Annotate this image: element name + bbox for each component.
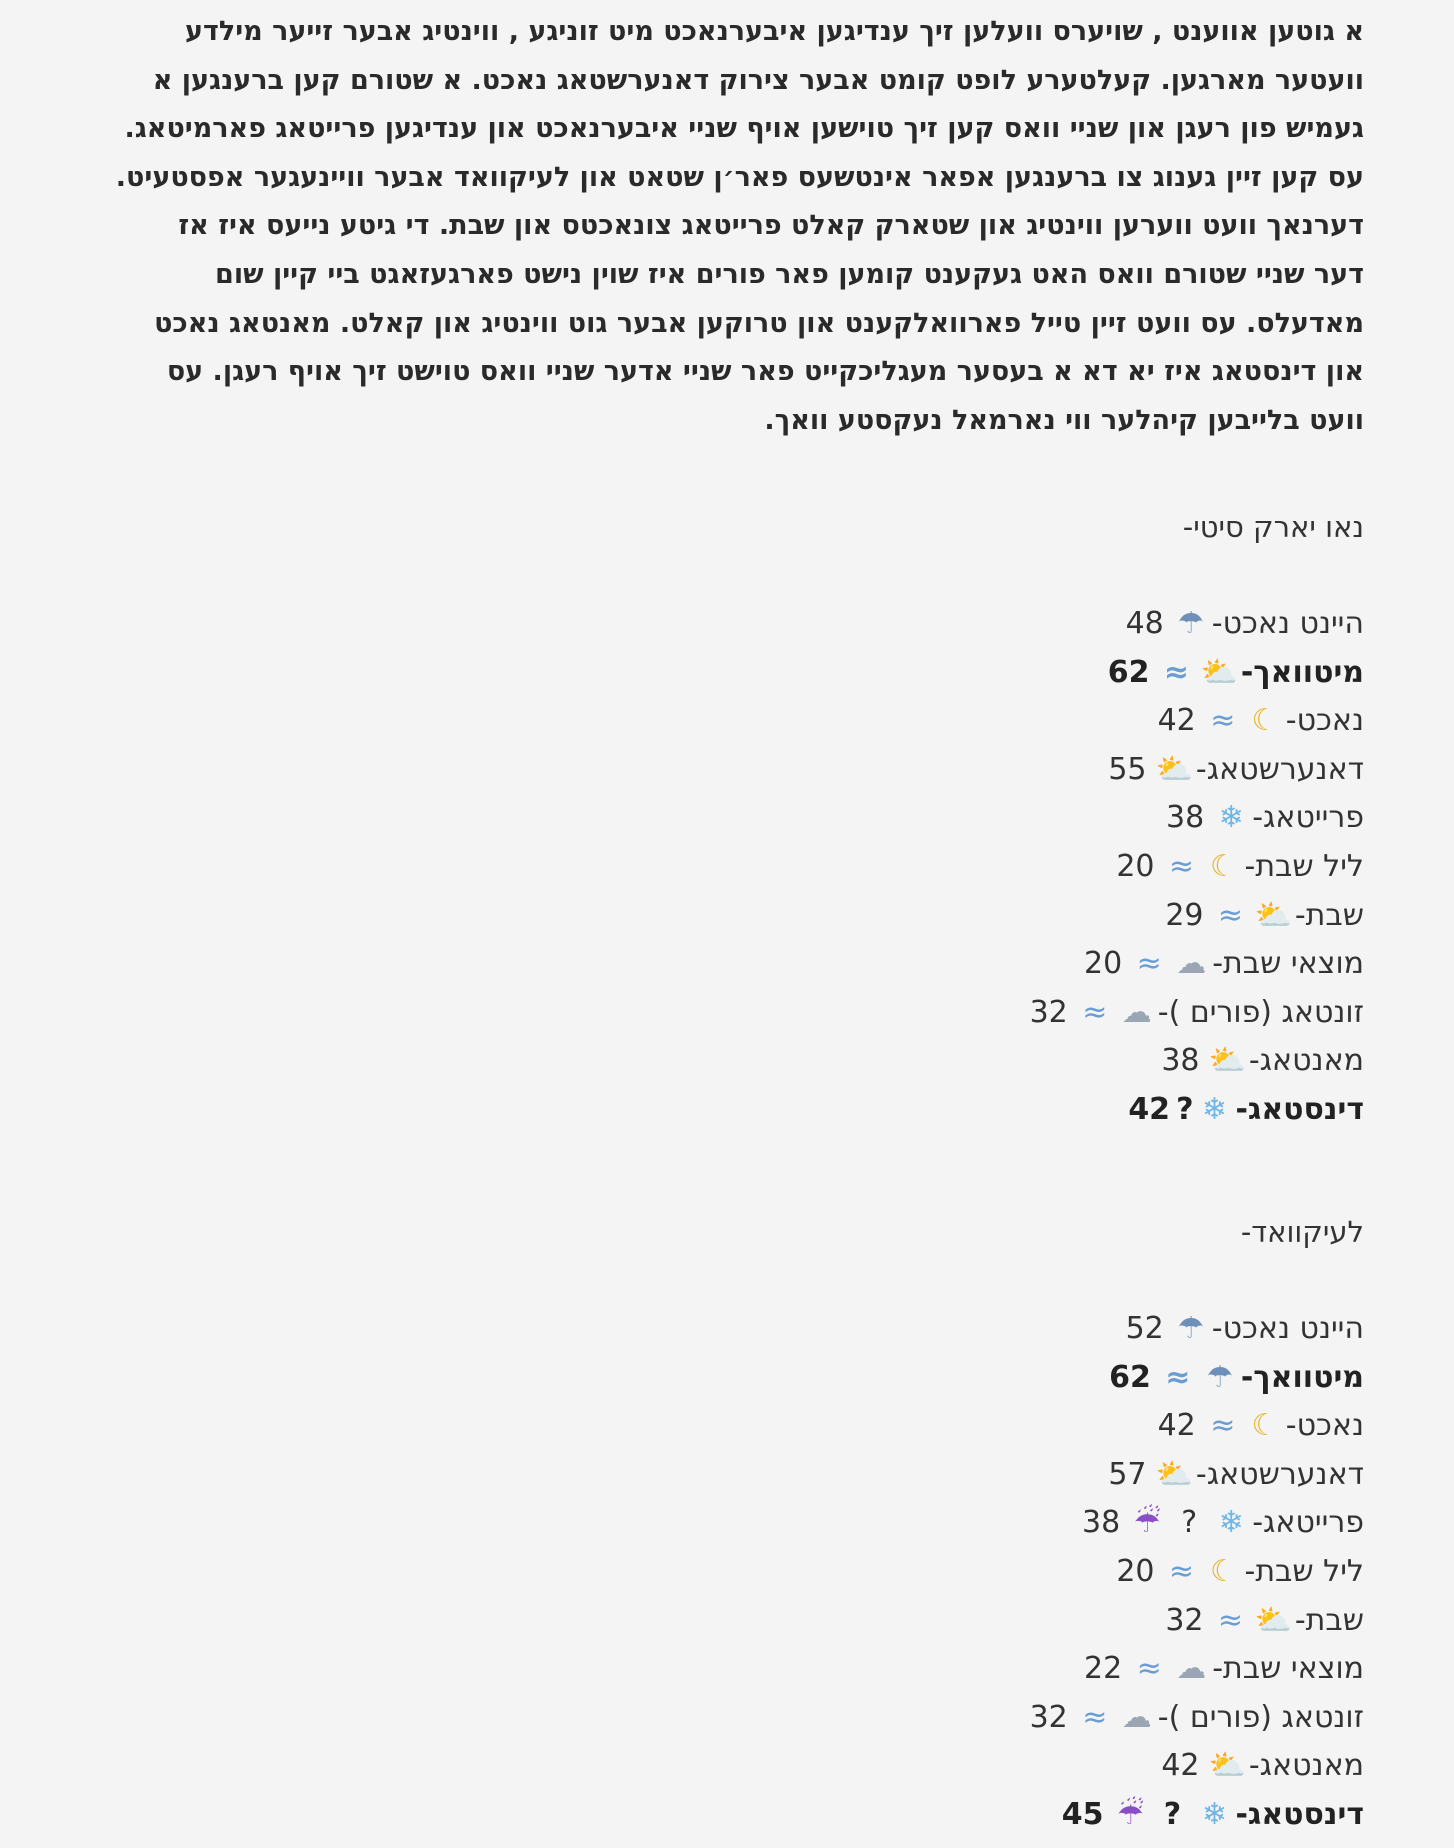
- day-label: מיטוואך-: [1240, 654, 1364, 690]
- temperature: 48: [1125, 605, 1164, 641]
- wind-icon: ≈: [1217, 897, 1244, 933]
- wind-icon: ≈: [1082, 994, 1108, 1030]
- forecast-row: [40, 1694, 1364, 1743]
- temperature: 52: [1125, 1311, 1164, 1347]
- rain-cloud-icon: ☂: [1177, 605, 1205, 641]
- sun-cloud-icon: ⛅: [1208, 1748, 1246, 1784]
- forecast-row: [40, 1402, 1364, 1451]
- section-title: נאו יארק סיטי-: [1182, 510, 1364, 545]
- rain-cloud-icon: ☂: [1177, 1311, 1205, 1347]
- section-nyc: [40, 503, 1364, 1134]
- forecast-row: [40, 1499, 1364, 1548]
- intro-line: א גוטען אווענט , שויערס וועלען זיך ענדיגען איבערנאכט מיט זוניגע , ווינטיג אבער זייער מילדע: [185, 16, 1364, 47]
- wind-icon: ≈: [1168, 848, 1195, 884]
- sun-cloud-icon: ⛅: [1208, 1043, 1246, 1079]
- forecast-row: [40, 1451, 1364, 1500]
- temperature: 42: [1161, 1748, 1200, 1784]
- intro-line: וועט בלייבען קיהלער ווי נארמאל נעקסטע וואך.: [764, 404, 1364, 436]
- intro-line: און דינסטאג איז יא דא א בעסער מעגליכקייט פאר שניי אדער שניי וואס טוישט זיך אויף רעגן. עס: [166, 356, 1364, 388]
- forecast-row: [40, 697, 1364, 746]
- day-label: מאנטאג-: [1248, 1748, 1364, 1784]
- forecast-row: [40, 649, 1364, 698]
- forecast-row: [40, 1645, 1364, 1694]
- wind-icon: ≈: [1136, 1651, 1162, 1687]
- day-label: פרייטאג-: [1252, 800, 1364, 836]
- day-label: היינט נאכט-: [1211, 1311, 1364, 1347]
- day-label: דאנערשטאג-: [1195, 1456, 1364, 1492]
- uncertainty-mark: ?: [1181, 1505, 1198, 1541]
- forecast-row: [40, 1086, 1364, 1135]
- day-label: היינט נאכט-: [1211, 605, 1364, 641]
- snowflake-icon: ❄: [1201, 1091, 1228, 1127]
- day-label: נאכט-: [1285, 1408, 1364, 1444]
- intro-line: דער שניי שטורם וואס האט געקענט קומען פאר פורים איז שוין נישט פארגעזאגט ביי קיין שום: [215, 258, 1364, 290]
- snowflake-icon: ❄: [1201, 1797, 1228, 1832]
- wind-icon: ≈: [1163, 654, 1190, 690]
- forecast-row: [40, 1037, 1364, 1086]
- intro-paragraph: [40, 0, 1364, 445]
- day-label: פרייטאג-: [1252, 1505, 1364, 1541]
- forecast-list: [40, 600, 1364, 1135]
- temperature: 32: [1029, 1699, 1068, 1735]
- temperature: 20: [1084, 946, 1123, 982]
- forecast-row: [40, 1305, 1364, 1354]
- sun-cloud-icon: ⛅: [1155, 751, 1193, 787]
- moon-icon: ☾: [1210, 1554, 1237, 1590]
- forecast-row: [40, 940, 1364, 989]
- forecast-row: [40, 1597, 1364, 1646]
- wind-icon: ≈: [1165, 1359, 1191, 1395]
- cloud-icon: ☁: [1121, 1699, 1152, 1735]
- temperature: 32: [1029, 994, 1068, 1030]
- moon-icon: ☾: [1210, 848, 1237, 884]
- intro-line: געמיש פון רעגן און שניי וואס קען זיך טוישען אויף שניי איבערנאכט און ענדיגען פרייטאג פארמיטאג.: [124, 113, 1364, 145]
- wind-icon: ≈: [1082, 1699, 1108, 1735]
- wind-icon: ≈: [1136, 946, 1162, 982]
- day-label: ליל שבת-: [1244, 1554, 1364, 1590]
- temperature: 29: [1165, 897, 1204, 933]
- day-label: נאכט-: [1285, 703, 1364, 739]
- day-label: דאנערשטאג-: [1195, 751, 1364, 787]
- day-label: מאנטאג-: [1248, 1043, 1364, 1079]
- day-label: ליל שבת-: [1244, 848, 1364, 884]
- day-label: מיטוואך-: [1240, 1359, 1364, 1395]
- moon-icon: ☾: [1251, 1408, 1279, 1444]
- intro-line: מאדעלס. עס וועט זיין טייל פארוואלקענט און טרוקען אבער גוט ווינטיג און קאלט. מאנטאג נאכט: [154, 307, 1364, 339]
- wind-icon: ≈: [1210, 1408, 1236, 1444]
- forecast-row: [40, 1548, 1364, 1597]
- temperature: 32: [1165, 1602, 1204, 1638]
- temperature: 62: [1109, 1359, 1151, 1395]
- forecast-list: [40, 1305, 1364, 1840]
- temperature: 20: [1116, 848, 1155, 884]
- temperature: 22: [1084, 1651, 1123, 1687]
- temperature: 38: [1161, 1043, 1200, 1079]
- uncertainty-mark: ?: [1163, 1797, 1182, 1832]
- umbrella-icon: ☔: [1117, 1797, 1144, 1832]
- sun-cloud-icon: ⛅: [1254, 1602, 1292, 1638]
- day-label: דינסטאג-: [1235, 1797, 1364, 1832]
- snowflake-icon: ❄: [1218, 800, 1244, 836]
- uncertainty-mark: ?: [1176, 1091, 1194, 1127]
- sun-cloud-icon: ⛅: [1200, 654, 1238, 690]
- intro-line: וועטער מארגען. קעלטערע לופט קומט אבער צירוק דאנערשטאג נאכט. א שטורם קען ברענגען א: [152, 64, 1364, 96]
- day-label: דינסטאג-: [1235, 1091, 1364, 1127]
- sun-cloud-icon: ⛅: [1155, 1456, 1193, 1492]
- wind-icon: ≈: [1168, 1554, 1195, 1590]
- day-label: שבת-: [1294, 1602, 1364, 1638]
- moon-icon: ☾: [1251, 703, 1279, 739]
- temperature: 38: [1166, 800, 1205, 836]
- umbrella-icon: ☔: [1133, 1505, 1161, 1541]
- section-lakewood: [40, 1208, 1364, 1839]
- snowflake-icon: ❄: [1218, 1505, 1244, 1541]
- day-label: שבת-: [1294, 897, 1364, 933]
- forecast-row: [40, 989, 1364, 1038]
- forecast-row: [40, 843, 1364, 892]
- wind-icon: ≈: [1210, 703, 1236, 739]
- section-title: לעיקוואד-: [1240, 1215, 1364, 1250]
- intro-line: עס קען זיין גענוג צו ברענגען אפאר אינטשעס פאר׳ן שטאט און לעיקוואד אבער וויינעגער אפסטעיט.: [115, 161, 1364, 193]
- cloud-icon: ☁: [1176, 1651, 1207, 1687]
- sun-cloud-icon: ⛅: [1254, 897, 1292, 933]
- temperature: 42: [1128, 1091, 1171, 1127]
- wind-icon: ≈: [1217, 1602, 1244, 1638]
- temperature: 57: [1108, 1456, 1147, 1492]
- forecast-row: [40, 892, 1364, 941]
- forecast-row: [40, 1791, 1364, 1840]
- day-label: מוצאי שבת-: [1212, 946, 1364, 982]
- cloud-icon: ☁: [1121, 994, 1152, 1030]
- temperature: 42: [1157, 703, 1196, 739]
- day-label: זונטאג (פורים )-: [1157, 994, 1364, 1030]
- forecast-row: [40, 1742, 1364, 1791]
- temperature: 20: [1116, 1554, 1155, 1590]
- forecast-row: [40, 794, 1364, 843]
- temperature: 42: [1157, 1408, 1196, 1444]
- cloud-icon: ☁: [1176, 946, 1207, 982]
- rain-cloud-icon: ☂: [1206, 1359, 1234, 1395]
- forecast-row: [40, 746, 1364, 795]
- forecast-row: [40, 600, 1364, 649]
- intro-line: דערנאך וועט ווערען ווינטיג און שטארק קאלט פרייטאג צונאכטס און שבת. די גיטע נייעס איז אז: [178, 210, 1364, 242]
- day-label: מוצאי שבת-: [1212, 1651, 1364, 1687]
- forecast-row: [40, 1354, 1364, 1403]
- temperature: 55: [1108, 751, 1147, 787]
- day-label: זונטאג (פורים )-: [1157, 1699, 1364, 1735]
- temperature: 38: [1082, 1505, 1121, 1541]
- temperature: 45: [1061, 1797, 1104, 1832]
- temperature: 62: [1107, 654, 1150, 690]
